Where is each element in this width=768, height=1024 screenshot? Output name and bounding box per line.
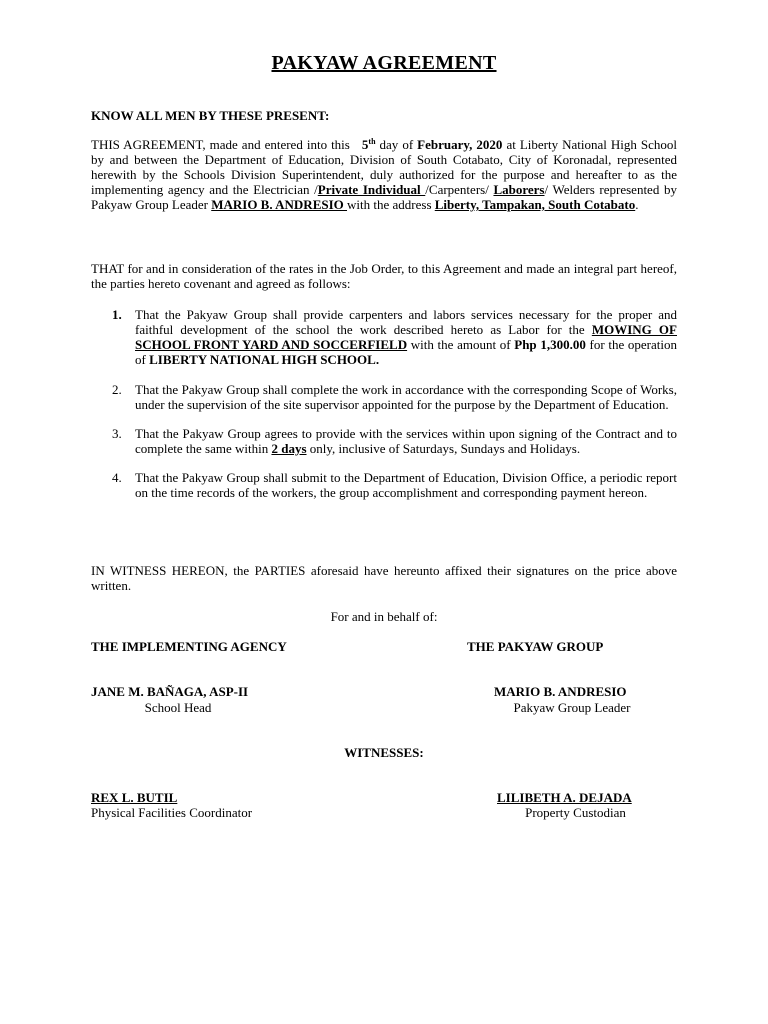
completion-days: 2 days [271, 441, 307, 456]
private-individual: Private Individual [317, 182, 426, 197]
day-suffix: th [368, 137, 376, 146]
agreement-month-year: February, 2020 [417, 137, 503, 152]
pakyaw-group-label: THE PAKYAW GROUP [467, 639, 604, 654]
know-all-heading: KNOW ALL MEN BY THESE PRESENT: [91, 108, 330, 123]
p1-text-5: / Welders represented by Pakyaw Group Leader [91, 182, 677, 212]
consideration-paragraph: THAT for and in consideration of the rates in the Job Order, to this Agreement and made an integral part hereof, the parties hereto covenant and agreed as follows: [91, 261, 677, 291]
work-description: MOWING OF SCHOOL FRONT YARD AND SOCCERFIELD [135, 322, 677, 352]
witness-left-name: REX L. BUTIL [91, 790, 178, 805]
witness-left-role: Physical Facilities Coordinator [91, 805, 253, 820]
leader-name: MARIO B. ANDRESIO [211, 197, 348, 212]
contract-amount: Php 1,300.00 [514, 337, 586, 352]
signatory-left-name: JANE M. BAÑAGA, ASP-II [91, 684, 249, 699]
witness-right-name: LILIBETH A. DEJADA [497, 790, 632, 805]
implementing-agency-label: THE IMPLEMENTING AGENCY [91, 639, 287, 654]
witness-paragraph: IN WITNESS HEREON, the PARTIES aforesaid have hereunto affixed their signatures on the price above written. [91, 563, 677, 593]
terms-list [91, 307, 677, 514]
p1-text-6: with the address [347, 197, 435, 212]
signatory-right-name: MARIO B. ANDRESIO [494, 684, 627, 699]
item-number: 3. [112, 426, 122, 441]
list-item: 2. That the Pakyaw Group shall complete the work in accordance with the corresponding Scope of Works, under the supervision of the site supervisor appointed for the purpose by the Department of Education. [112, 382, 677, 412]
p1-text-4: /Carpenters/ [425, 182, 494, 197]
list-item: 4. That the Pakyaw Group shall submit to the Department of Education, Division Office, a periodic report on the time records of the workers, the group accomplishment and corresponding payment hereon. [112, 470, 677, 500]
behalf-line: For and in behalf of: [330, 609, 438, 624]
p1-text-7: . [635, 197, 639, 212]
item-number: 2. [112, 382, 122, 397]
document-title: PAKYAW AGREEMENT [271, 52, 497, 74]
witness-right-role: Property Custodian [525, 805, 626, 820]
item-number: 1. [112, 307, 122, 322]
agreement-day: 5th [361, 137, 376, 152]
opening-paragraph [91, 137, 677, 212]
signatory-right-role: Pakyaw Group Leader [513, 700, 631, 715]
item-number: 4. [112, 470, 122, 485]
school-name: LIBERTY NATIONAL HIGH SCHOOL. [149, 352, 380, 367]
laborers: Laborers [493, 182, 545, 197]
p1-text-2: day of [375, 137, 418, 152]
p1-text-3: at Liberty National High School by and between the Department of Education, Division of South Cotabato, City of Koronadal, represented herewith by the Schools Division Superintendent, duly authorized for the purpose and hereafter to as the implementing agency and the Electrician / [91, 137, 678, 197]
leader-address: Liberty, Tampakan, South Cotabato [434, 197, 636, 212]
list-item: 1. That the Pakyaw Group shall provide carpenters and labors services necessary for the proper and faithful development of the school the work described hereto as Labor for the MOWING OF SCHOOL FRONT YARD AND SOCCERFIELD with the amount of Php 1,300.00 for the operation of LIBERTY NATIONAL HIGH SCHOOL. [112, 307, 677, 367]
witnesses-label: WITNESSES: [344, 745, 424, 760]
signatory-left-role: School Head [144, 700, 212, 715]
list-item: 3. That the Pakyaw Group agrees to provide with the services within upon signing of the Contract and to complete the same within 2 days only, inclusive of Saturdays, Sundays and Holidays. [112, 426, 677, 456]
p1-text-1: THIS AGREEMENT, made and entered into this [91, 137, 354, 152]
